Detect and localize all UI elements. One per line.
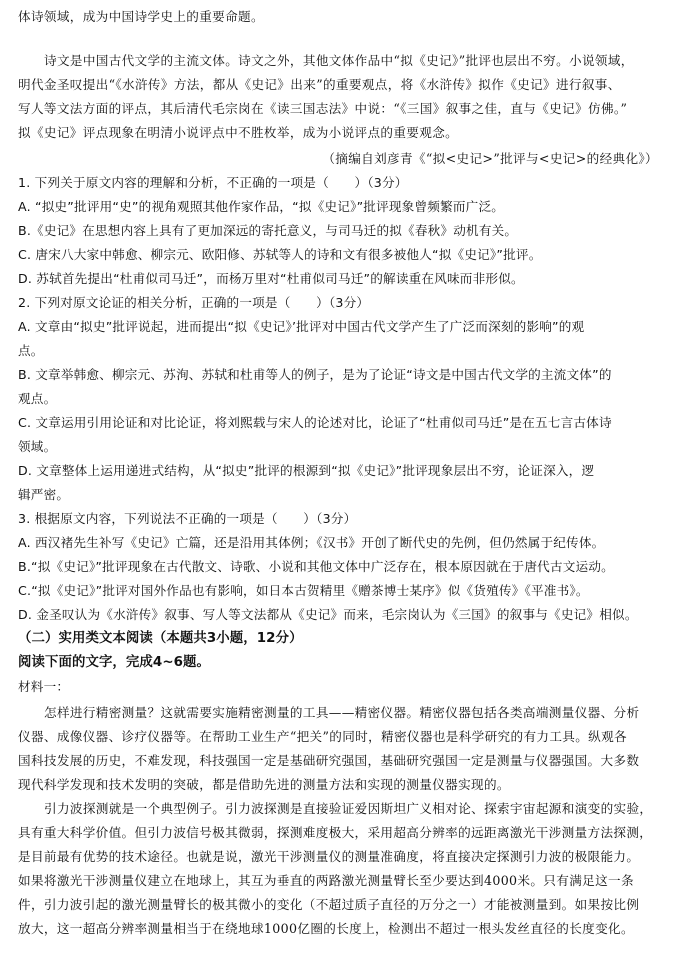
question-2-option-d-cont: 辑严密。 bbox=[18, 487, 70, 502]
material-label: 材料一： bbox=[18, 679, 70, 694]
passage-paragraph-line: 拟《史记》评点现象在明清小说评点中不胜枚举，成为小说评点的重要观念。 bbox=[18, 125, 459, 140]
question-3-option-a: A. 西汉褚先生补写《史记》亡篇，还是沿用其体例；《汉书》开创了断代史的先例，但仍然属于纪传体。 bbox=[18, 535, 605, 550]
question-3-stem: 3. 根据原文内容，下列说法不正确的一项是（ ）（3分） bbox=[18, 511, 357, 526]
source-citation: （摘编自刘彦青《“拟<史记>”批评与<史记>的经典化》） bbox=[322, 151, 658, 166]
passage-paragraph-line: 诗文是中国古代文学的主流文体。诗文之外，其他文体作品中“拟《史记》”批评也层出不穷。小说领域， bbox=[44, 53, 634, 68]
material-paragraph-line: 国科技发展的历史，不难发现，科技强国一定是基础研究强国，基础研究强国一定是测量与仪器强国。大多数 bbox=[18, 753, 640, 768]
question-3-option-d: D. 金圣叹认为《水浒传》叙事、写人等文法都从《史记》而来，毛宗岗认为《三国》的叙事与《史记》相似。 bbox=[18, 607, 638, 622]
material-paragraph-line: 具有重大科学价值。但引力波信号极其微弱，探测难度极大，采用超高分辨率的远距离激光干涉测量方法探测， bbox=[18, 825, 653, 840]
material-paragraph-line: 现代科学发现和技术发明的突破，都是借助先进的测量方法和实现的测量仪器实现的。 bbox=[18, 777, 510, 792]
material-paragraph-line: 件，引力波引起的激光测量臂长的极其微小的变化（不超过质子直径的万分之一）才能被测量到。如果按比例 bbox=[18, 897, 640, 912]
material-paragraph-line: 怎样进行精密测量？这就需要实施精密测量的工具——精密仪器。精密仪器包括各类高端测量仪器、分析 bbox=[44, 705, 640, 720]
question-2-option-a-cont: 点。 bbox=[18, 343, 44, 358]
question-1-option-c: C. 唐宋八大家中韩愈、柳宗元、欧阳修、苏轼等人的诗和文有很多被他人“拟《史记》”批评。 bbox=[18, 247, 542, 262]
question-2-option-c: C. 文章运用引用论证和对比论证，将刘熙载与宋人的论述对比，论证了“杜甫似司马迁”是在五七言古体诗 bbox=[18, 415, 612, 430]
question-2-option-c-cont: 领域。 bbox=[18, 439, 57, 454]
question-3-option-c: C.“拟《史记》”批评对国外作品也有影响，如日本古贺精里《赠茶博士某序》似《货殖传》《平准书》。 bbox=[18, 583, 589, 598]
question-2-option-a: A. 文章由“拟史”批评说起，进而提出“拟《史记》’批评对中国古代文学产生了广泛而深刻的影响”的观 bbox=[18, 319, 585, 334]
section-2-heading: （二）实用类文本阅读（本题共3小题，12分） bbox=[18, 631, 303, 646]
question-1-option-d: D. 苏轼首先提出“杜甫似司马迁”，而杨万里对“杜甫似司马迁”的解读重在风味而非形似。 bbox=[18, 271, 524, 286]
question-2-option-d: D. 文章整体上运用递进式结构，从“拟史”批评的根源到“拟《史记》”批评现象层出不穷，论证深入，逻 bbox=[18, 463, 595, 478]
reading-instruction: 阅读下面的文字，完成4~6题。 bbox=[18, 655, 211, 670]
passage-paragraph-line: 写人等文法方面的评点，其后清代毛宗岗在《读三国志法》中说：“《三国》叙事之佳，直与《史记》仿佛。” bbox=[18, 101, 628, 116]
question-2-option-b-cont: 观点。 bbox=[18, 391, 57, 406]
passage-paragraph-line: 明代金圣叹提出“《水浒传》方法，都从《史记》出来”的重要观点，将《水浒传》拟作《史记》进行叙事、 bbox=[18, 77, 621, 92]
question-1-option-a: A. “拟史”批评用“史”的视角观照其他作家作品，“拟《史记》”批评现象曾频繁而广泛。 bbox=[18, 199, 505, 214]
material-paragraph-line: 如果将激光干涉测量仪建立在地球上，其互为垂直的两路激光测量臂长至少要达到4000米。只有满足这一条 bbox=[18, 873, 634, 888]
question-1-stem: 1. 下列关于原文内容的理解和分析，不正确的一项是（ ）（3分） bbox=[18, 175, 408, 190]
material-paragraph-line: 是目前最有优势的技术途径。也就是说，激光干涉测量仪的测量准确度，将直接决定探测引力波的极限能力。 bbox=[18, 849, 640, 864]
material-paragraph-line: 引力波探测就是一个典型例子。引力波探测是直接验证爱因斯坦广义相对论、探索宇宙起源和演变的实验， bbox=[44, 801, 653, 816]
question-3-option-b: B.“拟《史记》”批评现象在古代散文、诗歌、小说和其他文体中广泛存在，根本原因就在于唐代古文运动。 bbox=[18, 559, 614, 574]
question-2-option-b: B. 文章举韩愈、柳宗元、苏洵、苏轼和杜甫等人的例子，是为了论证“诗文是中国古代文学的主流文体”的 bbox=[18, 367, 612, 382]
material-paragraph-line: 仪器、成像仪器、诊疗仪器等。在帮助工业生产“把关”的同时，精密仪器也是科学研究的有力工具。纵观各 bbox=[18, 729, 627, 744]
material-paragraph-line: 放大，这一超高分辨率测量相当于在绕地球1000亿圈的长度上，检测出不超过一根头发丝直径的长度变化。 bbox=[18, 921, 634, 936]
passage-paragraph-line: 体诗领域，成为中国诗学史上的重要命题。 bbox=[18, 9, 264, 24]
question-2-stem: 2. 下列对原文论证的相关分析，正确的一项是（ ）（3分） bbox=[18, 295, 370, 310]
question-1-option-b: B.《史记》在思想内容上具有了更加深远的寄托意义，与司马迁的拟《春秋》动机有关。 bbox=[18, 223, 518, 238]
